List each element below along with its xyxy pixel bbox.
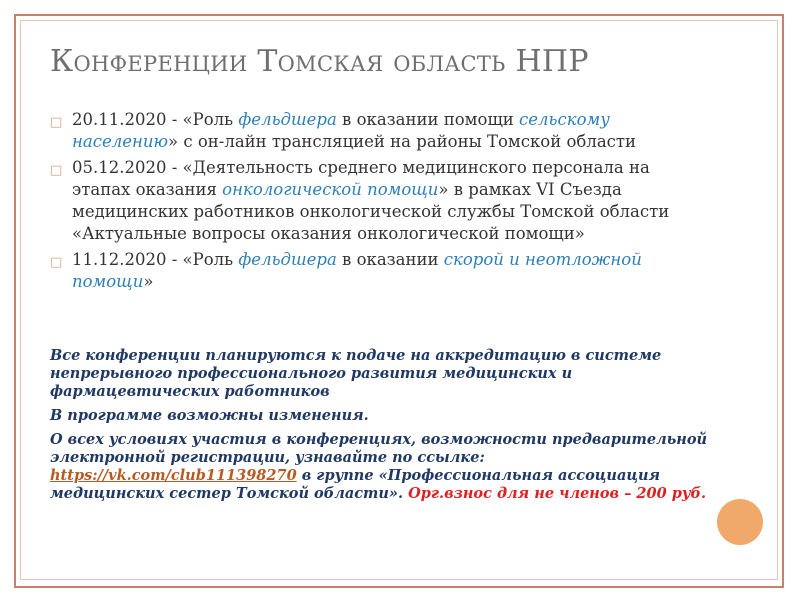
registration-text: О всех условиях участия в конференциях, возможности предварительной электронной регистрации, узнавайте по ссылке: (50, 431, 708, 466)
bullet-list (50, 109, 700, 297)
highlight-text: сельскому населению (72, 110, 610, 151)
bullet-text: » (143, 272, 154, 291)
bullet-text: в оказании помощи (336, 110, 520, 129)
fee-text: Орг.взнос для не членов – 200 руб. (408, 485, 707, 502)
bullet-text: в оказании (336, 250, 444, 269)
bullet-item-1 (50, 109, 700, 153)
highlight-text: скорой и неотложной помощи (72, 250, 642, 291)
vk-group-link[interactable]: https://vk.com/club111398270 (50, 467, 297, 484)
bullet-text: 05.12.2020 - «Деятельность среднего медицинского персонала на этапах оказания (72, 158, 650, 199)
highlight-text: онкологической помощи (222, 180, 439, 199)
accreditation-note: Все конференции планируются к подаче на аккредитацию в системе непрерывного профессионального развития медицинских и фармацевтических работников (50, 347, 662, 400)
highlight-text: фельдшера (238, 110, 337, 129)
bullet-text: 11.12.2020 - «Роль (72, 250, 239, 269)
notes-block (50, 347, 730, 509)
bullet-text: » с он-лайн трансляцией на районы Томской области (168, 132, 637, 151)
program-change-note: В программе возможны изменения. (50, 407, 369, 424)
registration-note (50, 431, 730, 503)
orange-circle-decoration (717, 499, 763, 545)
bullet-text: » в рамках VI Съезда медицинских работников онкологической службы Томской области «Актуальные вопросы оказания онкологической помощи» (72, 180, 670, 243)
highlight-text: фельдшера (238, 250, 337, 269)
slide-title: Конференции Томская область НПР (50, 44, 589, 79)
bullet-text: 20.11.2020 - «Роль (72, 110, 239, 129)
registration-text-cont: в группе «Профессиональная ассоциация медицинских сестер Томской области». (50, 467, 661, 502)
bullet-icon: □ (50, 115, 63, 130)
bullet-icon: □ (50, 255, 63, 270)
bullet-item-3 (50, 249, 700, 293)
bullet-item-2 (50, 157, 700, 245)
bullet-icon: □ (50, 163, 63, 178)
